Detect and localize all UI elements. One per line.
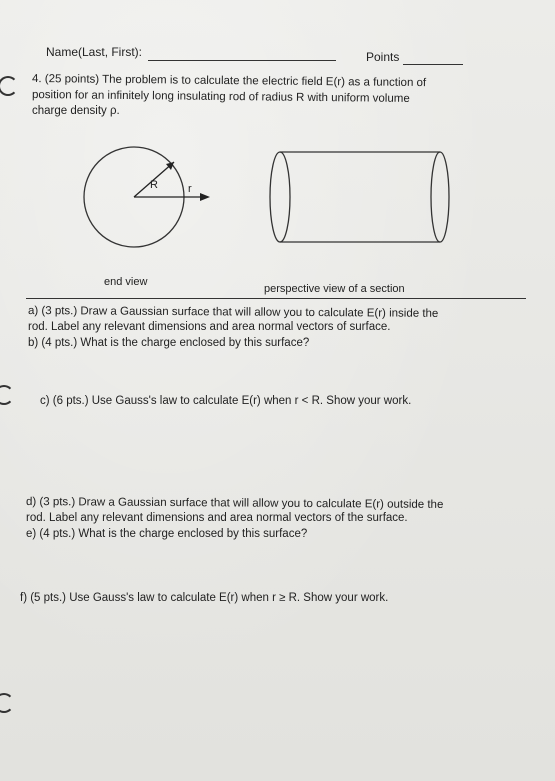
perspective-cylinder-figure bbox=[270, 152, 449, 242]
points-blank[interactable] bbox=[403, 64, 463, 65]
part-e: e) (4 pts.) What is the charge enclosed by this surface? bbox=[26, 528, 308, 540]
name-blank[interactable] bbox=[148, 60, 336, 61]
name-label: Name(Last, First): bbox=[46, 45, 143, 59]
r-label: r bbox=[188, 183, 192, 195]
radius-label: R bbox=[150, 179, 158, 191]
r-arrowhead bbox=[200, 193, 210, 201]
binder-hole-mark bbox=[0, 693, 14, 713]
part-b: b) (4 pts.) What is the charge enclosed by this surface? bbox=[28, 337, 310, 349]
points-label: Points bbox=[366, 50, 400, 64]
part-c: c) (6 pts.) Use Gauss's law to calculate E(r) when r < R. Show your work. bbox=[40, 395, 412, 407]
problem-intro-line-3: charge density ρ. bbox=[32, 105, 120, 117]
part-a-line-2: rod. Label any relevant dimensions and area normal vectors of surface. bbox=[28, 321, 391, 333]
part-a-line-1: a) (3 pts.) Draw a Gaussian surface that will allow you to calculate E(r) inside the bbox=[27, 305, 439, 320]
corner-fold-line bbox=[0, 0, 44, 8]
part-f: f) (5 pts.) Use Gauss's law to calculate E(r) when r ≥ R. Show your work. bbox=[20, 592, 389, 604]
section-divider bbox=[26, 298, 526, 299]
problem-intro-line-2: position for an infinitely long insulating rod of radius R with uniform volume bbox=[31, 89, 410, 105]
figures bbox=[0, 140, 555, 300]
binder-hole-mark bbox=[0, 76, 18, 96]
binder-hole-mark bbox=[0, 385, 14, 405]
end-view-figure bbox=[84, 147, 210, 247]
part-d-line-1: d) (3 pts.) Draw a Gaussian surface that will allow you to calculate E(r) outside the bbox=[25, 496, 444, 511]
end-view-caption: end view bbox=[104, 276, 148, 288]
perspective-caption: perspective view of a section bbox=[264, 283, 405, 295]
cylinder-far-end bbox=[431, 152, 449, 242]
problem-intro-line-1: 4. (25 points) The problem is to calculate the electric field E(r) as a function of bbox=[31, 73, 427, 90]
cylinder-near-end bbox=[270, 152, 290, 242]
part-d-line-2: rod. Label any relevant dimensions and area normal vectors of the surface. bbox=[26, 512, 408, 524]
